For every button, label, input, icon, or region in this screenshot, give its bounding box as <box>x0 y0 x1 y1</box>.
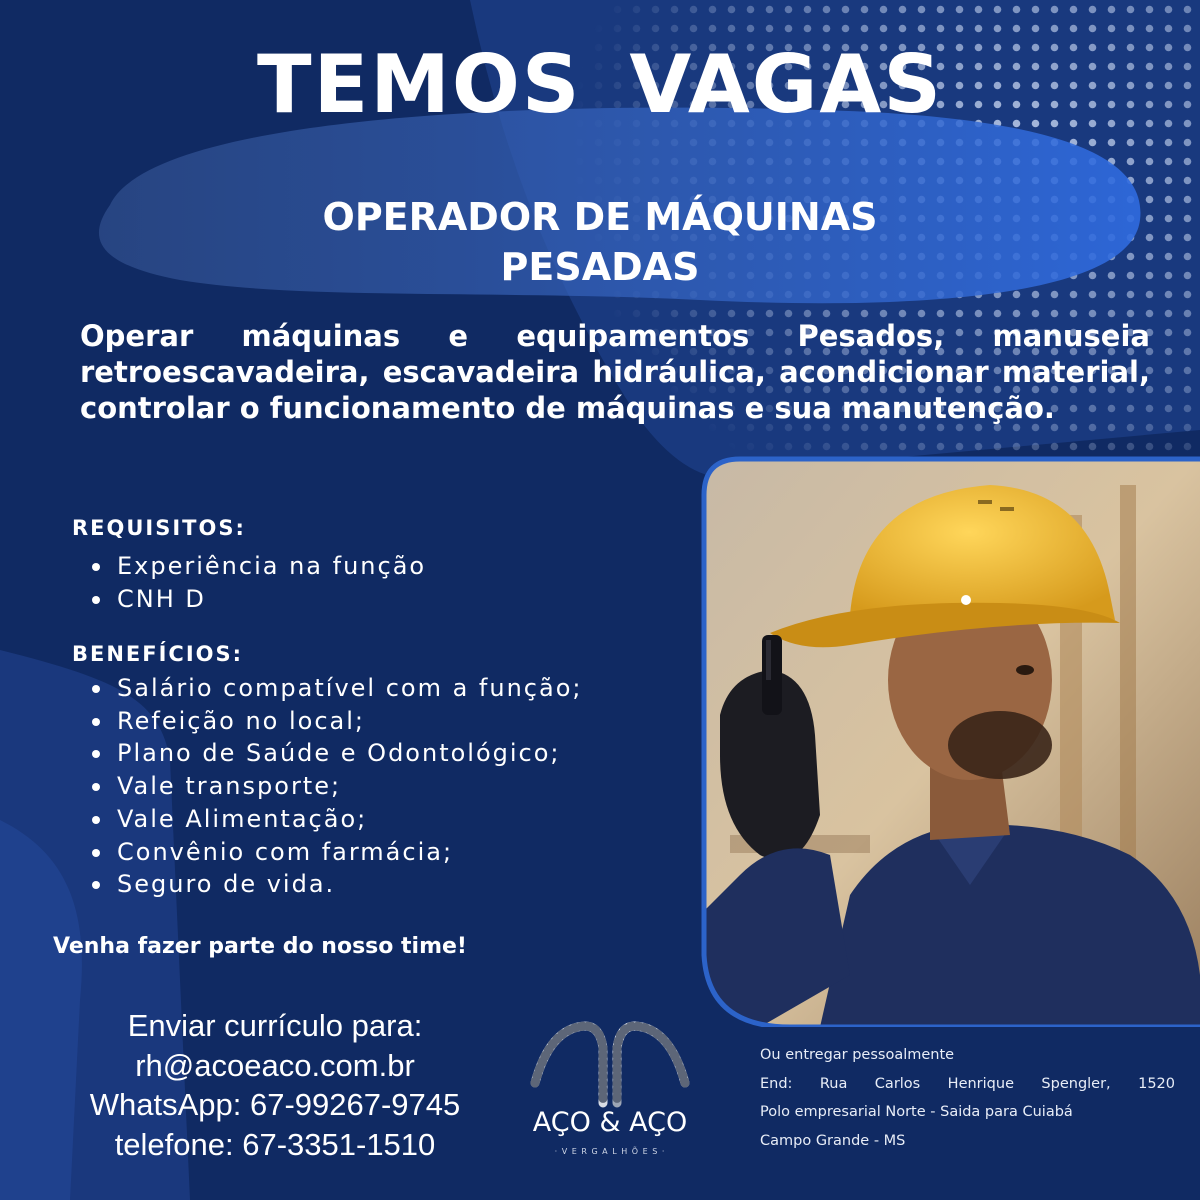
list-item: Vale Alimentação; <box>90 803 582 836</box>
call-to-action: Venha fazer parte do nosso time! <box>53 934 467 959</box>
requirements-list <box>90 550 426 615</box>
address-city: Campo Grande - MS <box>760 1132 906 1149</box>
contact-block <box>55 1006 495 1164</box>
address-area: Polo empresarial Norte - Saida para Cuiabá <box>760 1104 1073 1120</box>
address-block <box>760 1041 1175 1155</box>
contact-email: rh@acoeaco.com.br <box>135 1047 415 1083</box>
job-description: Operar máquinas e equipamentos Pesados, manuseia retroescavadeira, escavadeira hidráulica, acondicionar material, controlar o funcionamento de máquinas e sua manutenção. <box>80 319 1150 425</box>
list-item: CNH D <box>90 583 426 616</box>
logo-name: AÇO & AÇO <box>532 1107 688 1138</box>
company-logo <box>505 1008 715 1168</box>
job-title-line-1: OPERADOR DE MÁQUINAS <box>322 195 878 239</box>
benefits-list <box>90 672 582 901</box>
list-item: Salário compatível com a função; <box>90 672 582 705</box>
job-title-line-2: PESADAS <box>500 245 700 289</box>
rebar-arches-logo-icon <box>535 1026 685 1103</box>
contact-phone: telefone: 67-3351-1510 <box>114 1126 436 1162</box>
list-item: Plano de Saúde e Odontológico; <box>90 737 582 770</box>
job-title <box>200 192 1000 292</box>
list-item: Convênio com farmácia; <box>90 836 582 869</box>
requirements-heading: REQUISITOS: <box>72 516 246 540</box>
address-street: End: Rua Carlos Henrique Spengler, 1520 <box>760 1075 1175 1092</box>
worker-with-radio-photo <box>700 455 1200 1027</box>
list-item: Seguro de vida. <box>90 868 582 901</box>
logo-tagline: · V E R G A L H Õ E S · <box>554 1147 666 1156</box>
list-item: Refeição no local; <box>90 705 582 738</box>
address-intro: Ou entregar pessoalmente <box>760 1047 955 1063</box>
contact-whatsapp: WhatsApp: 67-99267-9745 <box>89 1087 461 1122</box>
contact-intro: Enviar currículo para: <box>127 1008 423 1043</box>
list-item: Vale transporte; <box>90 770 582 803</box>
list-item: Experiência na função <box>90 550 426 583</box>
benefits-heading: BENEFÍCIOS: <box>72 642 244 666</box>
page-title: TEMOS VAGAS <box>257 38 943 131</box>
